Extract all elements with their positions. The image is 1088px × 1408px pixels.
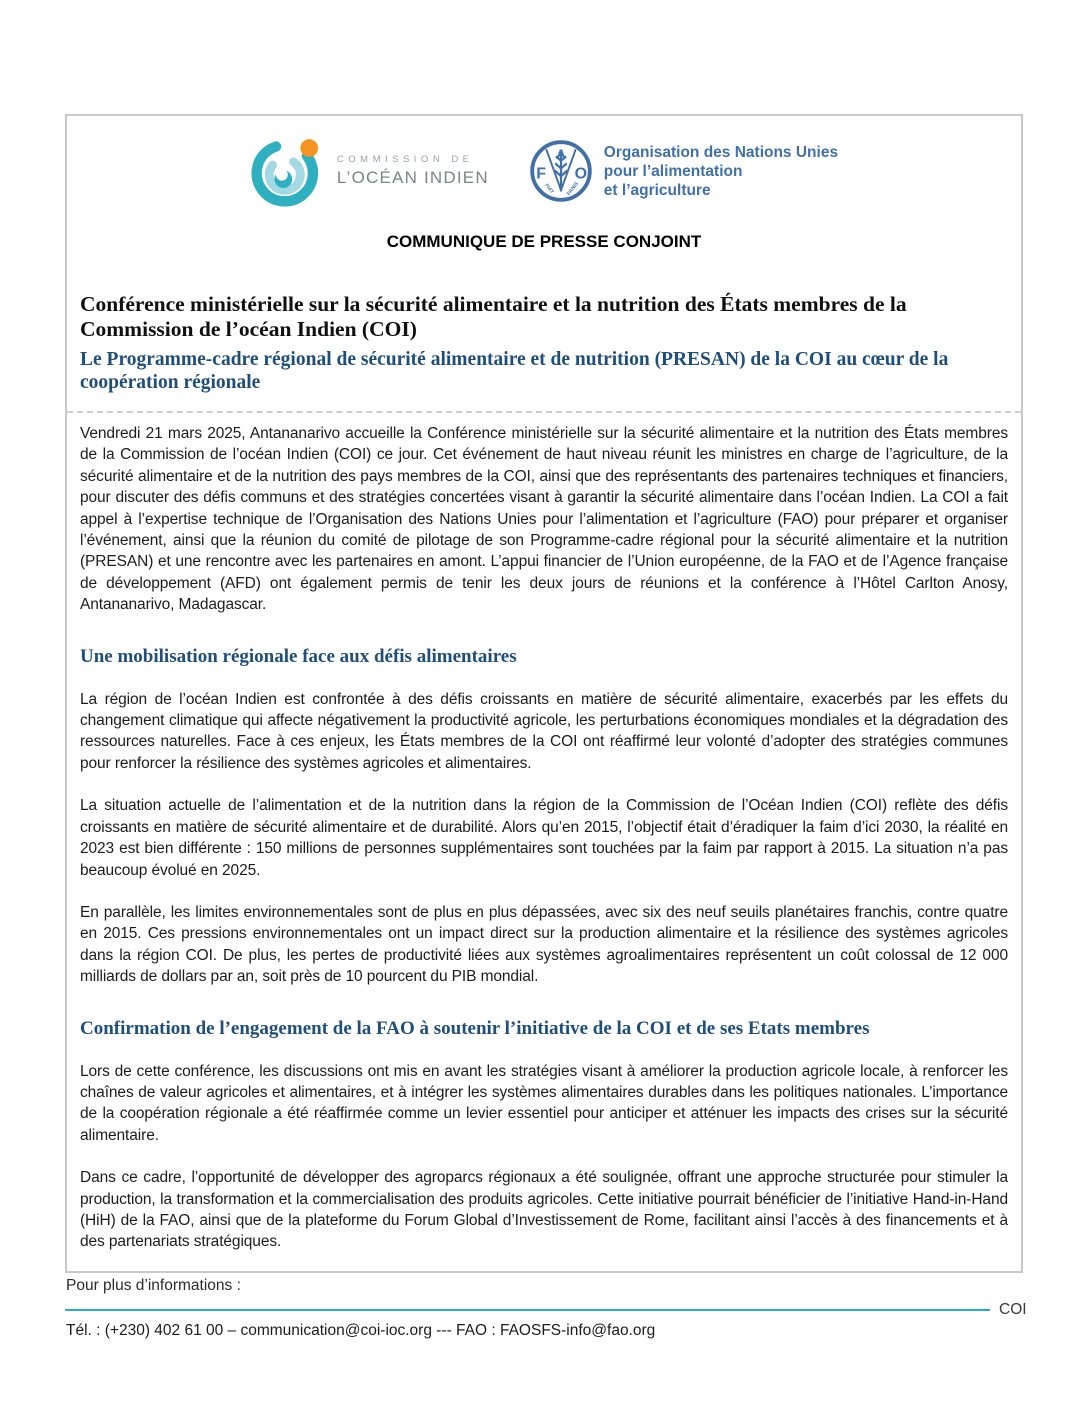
fao-org-line2: pour l’alimentation — [603, 162, 743, 180]
footer-rule — [65, 1309, 990, 1312]
dashed-divider — [67, 411, 1021, 413]
more-info-label: Pour plus d’informations : — [66, 1277, 241, 1294]
footer-rule-row — [65, 1300, 1033, 1320]
paragraph-strategies-conference: Lors de cette conférence, les discussions ont mis en avant les stratégies visant à améliorer la production agricole locale, à renforcer les chaînes de valeur agricoles et alimentaires, et à intégrer les systèmes alimentaires durables dans les politiques nationales. L’importance de la coopération régionale a été réaffirmée comme un levier essentiel pour anticiper et atténuer les impacts des crises sur la sécurité alimentaire. — [80, 1062, 1008, 1144]
fao-letter-f: F — [536, 165, 546, 183]
fao-org-line1: Organisation des Nations Unies — [603, 143, 839, 161]
fao-motto-fiat: FIAT — [543, 182, 555, 196]
footer-coi-label: COI — [999, 1301, 1027, 1318]
coi-name-line2: L’OCÉAN INDIEN — [336, 168, 489, 187]
section-heading-engagement-fao: Confirmation de l’engagement de la FAO à soutenir l’initiative de la COI et de ses Etats membres — [80, 1017, 870, 1039]
fao-logo — [529, 139, 838, 203]
coi-name-line1: COMMISSION DE — [336, 154, 474, 165]
coi-logo — [250, 134, 489, 208]
paragraph-situation-actuelle: La situation actuelle de l’alimentation et de la nutrition dans la région de la Commission de l’Océan Indien (COI) reflète des défis croissants en matière de sécurité alimentaire et de durabilité. Alors qu’en 2015, l’objectif était d’éradiquer la faim d’ici 2030, la réalité en 2023 est bien différente : 150 millions de personnes supplémentaires sont touchées par la faim par rapport à 2015. La situation n’a pas beaucoup évolué en 2025. — [80, 797, 1008, 879]
coi-logo-text — [337, 154, 489, 188]
paragraph-agroparcs: Dans ce cadre, l’opportunité de développer des agroparcs régionaux a été soulignée, offrant une approche structurée pour stimuler la production, la transformation et la commercialisation des produits agricoles. Cette initiative pourrait bénéficier de l’initiative Hand-in-Hand (HiH) de la FAO, ainsi que de la plateforme du Forum Global d’Investissement de Rome, facilitant ainsi l’accès à des financements et à des partenariats stratégiques. — [80, 1169, 1008, 1251]
fao-letter-o: O — [574, 165, 587, 183]
paragraph-limites-environnementales: En parallèle, les limites environnementales sont de plus en plus dépassées, avec six des neuf seuils planétaires franchis, contre quatre en 2015. Ces pressions environnementales ont un impact direct sur la production alimentaire et la résilience des systèmes agricoles dans la région COI. De plus, les pertes de productivité liées aux systèmes agroalimentaires représentent un coût colossal de 12 000 milliards de dollars par an, soit près de 10 pourcent du PIB mondial. — [80, 903, 1008, 986]
paragraph-region-defis: La région de l’océan Indien est confrontée à des défis croissants en matière de sécurité alimentaire, exacerbés par les effets du changement climatique qui affecte négativement la productivité agricole, les perturbations économiques mondiales et la dégradation des ressources naturelles. Face à ces enjeux, les États membres de la COI ont réaffirmé leur volonté d’adopter des stratégies communes pour renforcer la résilience des systèmes agricoles et alimentaires. — [80, 690, 1008, 772]
fao-motto-panis: PANIS — [565, 181, 580, 197]
document-frame — [65, 114, 1023, 1273]
headline: Conférence ministérielle sur la sécurité alimentaire et la nutrition des États membres de la Commission de l’océan Indien (COI) — [80, 292, 907, 341]
logo-row — [80, 128, 1008, 214]
contact-line: Tél. : (+230) 402 61 00 – communication@coi-ioc.org --- FAO : FAOSFS-info@fao.org — [66, 1322, 656, 1339]
press-release-kicker: COMMUNIQUE DE PRESSE CONJOINT — [386, 232, 702, 251]
subheadline: Le Programme-cadre régional de sécurité alimentaire et de nutrition (PRESAN) de la COI au cœur de la coopération régionale — [80, 349, 949, 393]
fao-org-line3: et l’agriculture — [603, 181, 711, 199]
paragraph-intro: Vendredi 21 mars 2025, Antananarivo accueille la Conférence ministérielle sur la sécurité alimentaire et la nutrition des États membres de la Commission de l’océan Indien (COI) ce jour. Cet événement de haut niveau réunit les ministres en charge de l’agriculture, de la sécurité alimentaire et de la nutrition des pays membres de la COI, ainsi que des représentants des partenaires techniques et financiers, pour discuter des défis communs et des stratégies concertées visant à garantir la sécurité alimentaire dans l’océan Indien. La COI a fait appel à l’expertise technique de l’Organisation des Nations Unies pour l’alimentation et l’agriculture (FAO) pour préparer et organiser l’événement, ainsi que la réunion du comité de pilotage de son Programme-cadre régional pour la sécurité alimentaire et la nutrition (PRESAN) et une rencontre avec les partenaires en amont. L’appui financier de l’Union européenne, de la FAO et de l’Agence française de développement (AFD) ont également permis de tenir les deux jours de réunions et la conférence à l’Hôtel Carlton Anosy, Antananarivo, Madagascar. — [80, 425, 1008, 614]
fao-emblem-icon — [529, 139, 593, 203]
coi-emblem-icon — [250, 134, 324, 208]
fao-logo-text — [604, 143, 838, 200]
fao-letter-a: A — [555, 146, 566, 162]
section-heading-mobilisation: Une mobilisation régionale face aux défis alimentaires — [80, 645, 517, 667]
document-body — [80, 423, 1008, 1253]
